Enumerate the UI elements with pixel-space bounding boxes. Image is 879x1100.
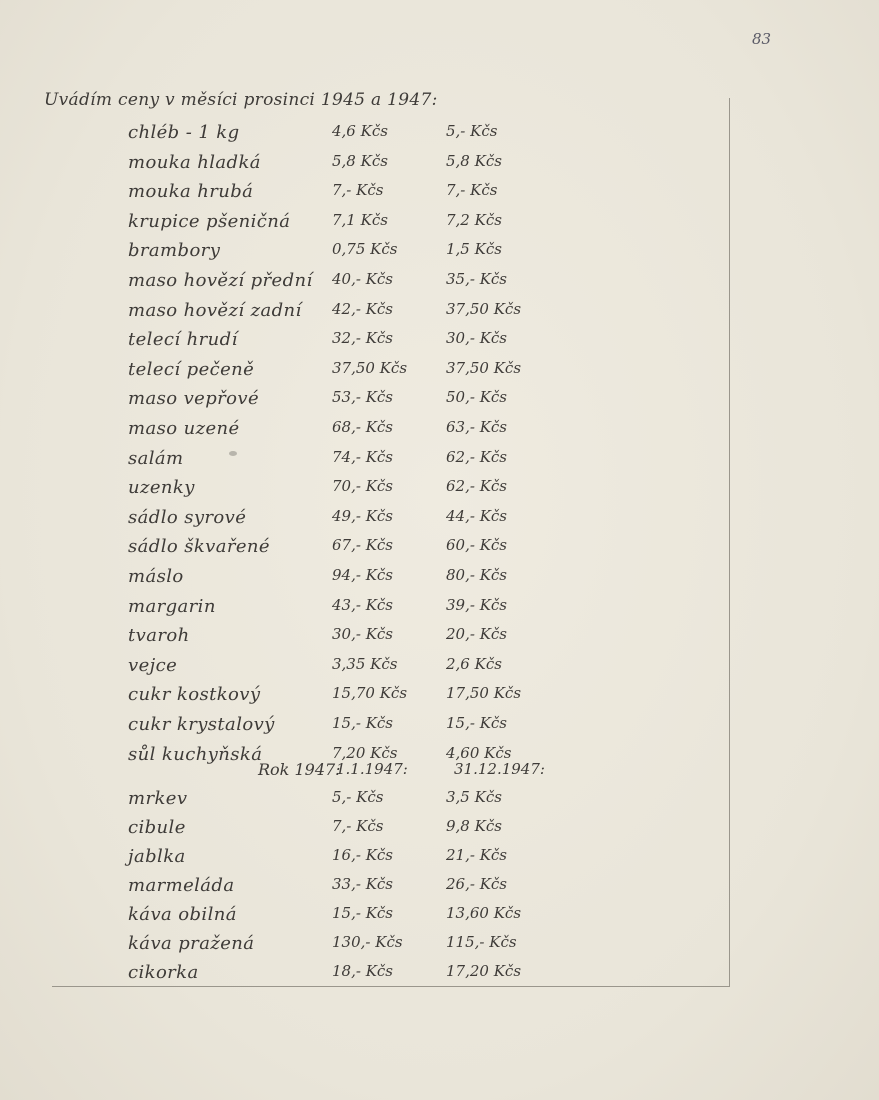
item-name: cikorka <box>128 962 199 983</box>
price-first: 16,- Kčs <box>332 846 393 864</box>
price-first: 7,- Kčs <box>332 817 384 835</box>
price-row <box>0 933 879 963</box>
price-row <box>0 596 879 626</box>
price-row <box>0 270 879 300</box>
price-second: 39,- Kčs <box>446 595 507 614</box>
item-name: telecí hrudí <box>128 329 238 351</box>
price-second: 60,- Kčs <box>446 536 507 555</box>
price-second: 62,- Kčs <box>446 477 507 496</box>
price-row <box>0 684 879 714</box>
page-heading: Uvádím ceny v měsíci prosinci 1945 a 1947: <box>44 90 438 110</box>
price-first: 7,1 Kčs <box>332 210 388 229</box>
price-first: 68,- Kčs <box>332 418 393 436</box>
item-name: salám <box>128 447 184 469</box>
price-second: 26,- Kčs <box>446 875 507 893</box>
price-row <box>0 817 879 847</box>
price-row <box>0 566 879 596</box>
price-second: 62,- Kčs <box>446 447 507 466</box>
item-name: margarin <box>128 595 216 617</box>
price-first: 94,- Kčs <box>332 566 393 584</box>
price-first: 15,- Kčs <box>332 714 393 732</box>
item-name: mouka hrubá <box>128 181 254 203</box>
subheader-year: Rok 1947: <box>258 760 341 779</box>
item-name: jablka <box>128 846 186 867</box>
price-second: 21,- Kčs <box>446 846 507 864</box>
price-first: 15,- Kčs <box>332 904 393 922</box>
price-row <box>0 962 879 992</box>
price-second: 20,- Kčs <box>446 625 507 644</box>
price-second: 4,60 Kčs <box>446 743 512 762</box>
price-second: 63,- Kčs <box>446 418 507 436</box>
item-name: sádlo škvařené <box>128 536 270 558</box>
price-row <box>0 846 879 876</box>
price-row <box>0 418 879 448</box>
price-row <box>0 875 879 905</box>
price-first: 5,8 Kčs <box>332 151 388 170</box>
price-row <box>0 625 879 655</box>
item-name: maso vepřové <box>128 388 260 410</box>
price-row <box>0 507 879 537</box>
price-second: 50,- Kčs <box>446 388 507 407</box>
item-name: vejce <box>128 654 178 676</box>
item-name: maso hovězí zadní <box>128 299 302 321</box>
subheader-date-1: 1.1.1947: <box>336 760 408 778</box>
item-name: mouka hladká <box>128 151 261 173</box>
item-name: brambory <box>128 240 221 262</box>
price-first: 53,- Kčs <box>332 388 393 407</box>
item-name: mrkev <box>128 788 188 809</box>
price-first: 7,20 Kčs <box>332 743 398 762</box>
price-row <box>0 240 879 270</box>
price-second: 5,- Kčs <box>446 122 498 140</box>
price-second: 9,8 Kčs <box>446 817 502 835</box>
item-name: sůl kuchyňská <box>128 743 263 765</box>
price-first: 74,- Kčs <box>332 447 393 466</box>
price-first: 40,- Kčs <box>332 270 393 288</box>
price-first: 5,- Kčs <box>332 788 384 806</box>
price-first: 49,- Kčs <box>332 506 393 525</box>
price-first: 15,70 Kčs <box>332 684 408 703</box>
price-first: 3,35 Kčs <box>332 654 398 673</box>
price-second: 13,60 Kčs <box>446 904 522 922</box>
price-row <box>0 536 879 566</box>
price-row <box>0 448 879 478</box>
price-first: 7,- Kčs <box>332 181 384 200</box>
ink-smudge <box>229 451 237 456</box>
item-name: uzenky <box>128 477 195 499</box>
price-row <box>0 788 879 818</box>
price-row <box>0 152 879 182</box>
price-row <box>0 359 879 389</box>
price-second: 3,5 Kčs <box>446 788 502 806</box>
price-first: 32,- Kčs <box>332 329 393 348</box>
year-subheader <box>0 760 879 790</box>
price-first: 18,- Kčs <box>332 962 393 980</box>
price-row <box>0 655 879 685</box>
price-second: 2,6 Kčs <box>446 654 502 673</box>
price-row <box>0 122 879 152</box>
price-second: 1,5 Kčs <box>446 240 502 259</box>
price-first: 4,6 Kčs <box>332 122 388 140</box>
item-name: káva pražená <box>128 933 255 954</box>
price-first: 70,- Kčs <box>332 477 393 496</box>
price-second: 7,- Kčs <box>446 181 498 200</box>
price-second: 5,8 Kčs <box>446 151 502 170</box>
price-row <box>0 300 879 330</box>
item-name: cibule <box>128 817 186 838</box>
item-name: máslo <box>128 566 184 587</box>
item-name: cukr krystalový <box>128 714 275 735</box>
price-row <box>0 477 879 507</box>
price-second: 44,- Kčs <box>446 506 507 525</box>
price-first: 33,- Kčs <box>332 875 393 893</box>
price-first: 130,- Kčs <box>332 933 403 951</box>
price-row <box>0 329 879 359</box>
price-second: 37,50 Kčs <box>446 358 522 377</box>
price-row <box>0 181 879 211</box>
item-name: tvaroh <box>128 625 190 647</box>
price-first: 42,- Kčs <box>332 299 393 318</box>
price-first: 37,50 Kčs <box>332 358 408 377</box>
price-first: 0,75 Kčs <box>332 240 398 259</box>
price-first: 67,- Kčs <box>332 536 393 555</box>
price-second: 115,- Kčs <box>446 933 517 951</box>
item-name: káva obilná <box>128 904 237 925</box>
item-name: sádlo syrové <box>128 506 247 528</box>
price-second: 30,- Kčs <box>446 329 507 348</box>
item-name: maso uzené <box>128 418 240 439</box>
price-row <box>0 714 879 744</box>
price-second: 15,- Kčs <box>446 714 507 732</box>
price-second: 17,50 Kčs <box>446 684 522 703</box>
subheader-date-2: 31.12.1947: <box>454 760 545 778</box>
price-row <box>0 211 879 241</box>
item-name: maso hovězí přední <box>128 270 313 291</box>
item-name: krupice pšeničná <box>128 210 291 232</box>
item-name: telecí pečeně <box>128 358 255 380</box>
price-first: 30,- Kčs <box>332 625 393 644</box>
price-second: 17,20 Kčs <box>446 962 522 980</box>
item-name: marmeláda <box>128 875 235 896</box>
price-row <box>0 388 879 418</box>
price-second: 37,50 Kčs <box>446 299 522 318</box>
price-second: 80,- Kčs <box>446 566 507 584</box>
page-number: 83 <box>752 30 772 48</box>
price-first: 43,- Kčs <box>332 595 393 614</box>
price-second: 7,2 Kčs <box>446 210 502 229</box>
price-second: 35,- Kčs <box>446 270 507 288</box>
item-name: chléb - 1 kg <box>128 122 240 143</box>
item-name: cukr kostkový <box>128 684 261 706</box>
price-row <box>0 904 879 934</box>
